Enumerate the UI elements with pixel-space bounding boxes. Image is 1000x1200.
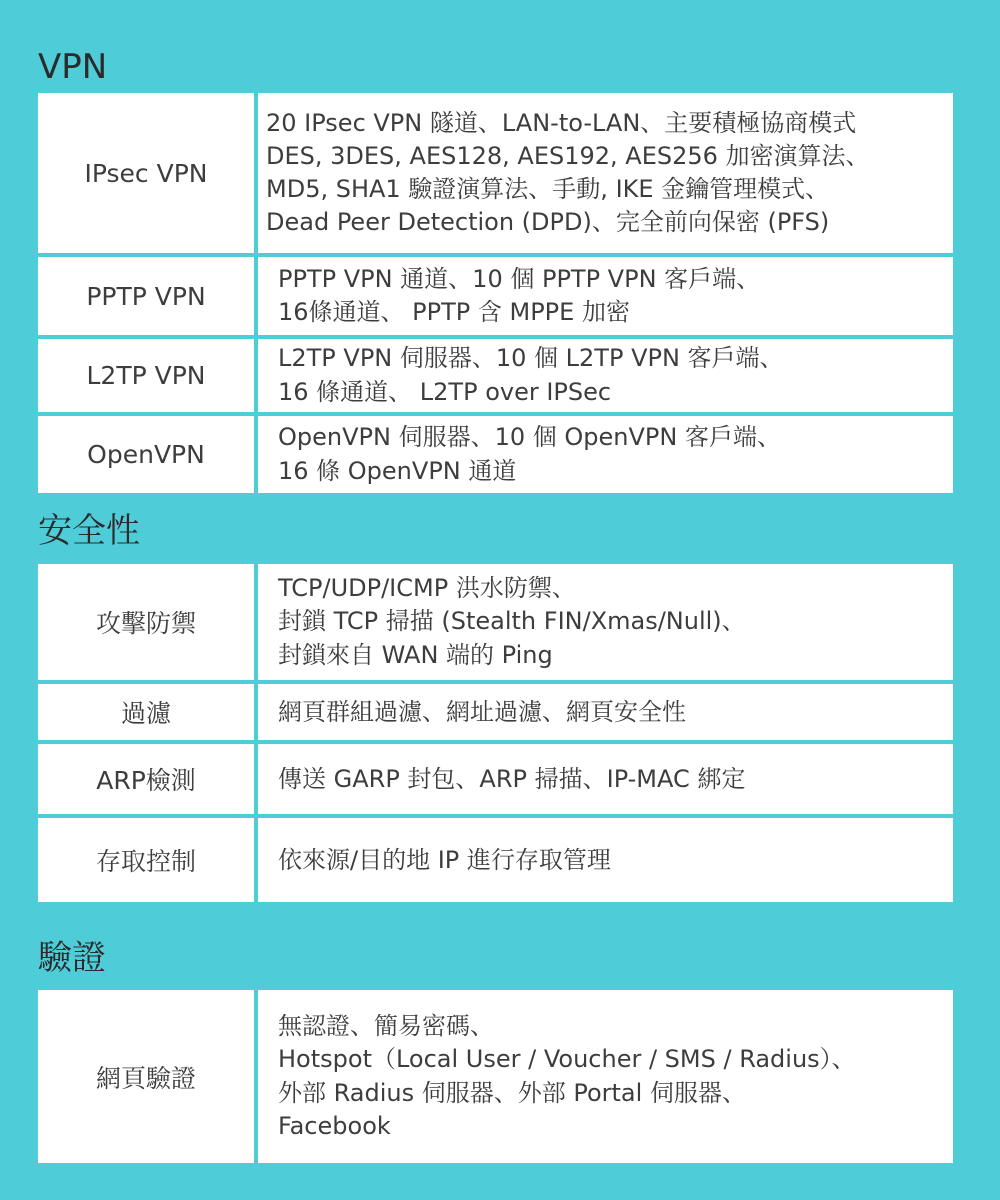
row-value bbox=[258, 744, 953, 814]
value-line: 網頁群組過濾、網址過濾、網頁安全性 bbox=[278, 698, 686, 726]
row-value bbox=[258, 416, 953, 493]
value-line: 16條通道、 PPTP 含 MPPE 加密 bbox=[278, 298, 630, 326]
value-line: 16 條通道、 L2TP over IPSec bbox=[278, 377, 612, 406]
value-line: 16 條 OpenVPN 通道 bbox=[278, 456, 517, 485]
value-line: L2TP VPN 伺服器、10 個 L2TP VPN 客戶端、 bbox=[278, 344, 784, 373]
row-label: 攻擊防禦 bbox=[38, 564, 254, 680]
value-line: DES, 3DES, AES128, AES192, AES256 加密演算法、 bbox=[266, 141, 870, 170]
spec-row-ipsec-vpn bbox=[38, 93, 953, 253]
row-value bbox=[258, 93, 953, 253]
spec-row-pptp-vpn bbox=[38, 257, 953, 335]
value-line: 依來源/目的地 IP 進行存取管理 bbox=[278, 846, 611, 874]
section-title-authentication: 驗證 bbox=[38, 938, 106, 978]
value-line: Dead Peer Detection (DPD)、完全前向保密 (PFS) bbox=[266, 208, 830, 237]
spec-row-filtering bbox=[38, 684, 953, 740]
value-line: PPTP VPN 通道、10 個 PPTP VPN 客戶端、 bbox=[278, 264, 761, 293]
spec-row-l2tp-vpn bbox=[38, 339, 953, 412]
value-line: OpenVPN 伺服器、10 個 OpenVPN 客戶端、 bbox=[278, 423, 781, 452]
value-line: MD5, SHA1 驗證演算法、手動, IKE 金鑰管理模式、 bbox=[266, 175, 830, 203]
spec-row-web-authentication bbox=[38, 990, 953, 1163]
spec-row-arp-inspection bbox=[38, 744, 953, 814]
value-line: TCP/UDP/ICMP 洪水防禦、 bbox=[278, 574, 576, 603]
value-line: 外部 Radius 伺服器、外部 Portal 伺服器、 bbox=[278, 1078, 746, 1107]
section-title-security: 安全性 bbox=[38, 511, 140, 551]
row-value bbox=[258, 339, 953, 412]
section-title-vpn: VPN bbox=[38, 47, 108, 87]
row-value bbox=[258, 684, 953, 740]
row-label: 網頁驗證 bbox=[38, 990, 254, 1163]
spec-row-access-control bbox=[38, 818, 953, 902]
row-label: OpenVPN bbox=[38, 416, 254, 493]
row-label: IPsec VPN bbox=[38, 93, 254, 253]
value-line: 無認證、簡易密碼、 bbox=[278, 1012, 494, 1041]
value-line: 傳送 GARP 封包、ARP 掃描、IP-MAC 綁定 bbox=[278, 765, 746, 793]
spec-row-attack-defense bbox=[38, 564, 953, 680]
value-line: Facebook bbox=[278, 1111, 391, 1140]
row-value bbox=[258, 257, 953, 335]
value-line: 封鎖來自 WAN 端的 Ping bbox=[278, 640, 553, 669]
row-value bbox=[258, 990, 953, 1163]
row-value bbox=[258, 564, 953, 680]
value-line: 20 IPsec VPN 隧道、LAN-to-LAN、主要積極協商模式 bbox=[266, 108, 857, 137]
row-value bbox=[258, 818, 953, 902]
row-label: L2TP VPN bbox=[38, 339, 254, 412]
row-label: 存取控制 bbox=[38, 818, 254, 902]
row-label: 過濾 bbox=[38, 684, 254, 740]
value-line: 封鎖 TCP 掃描 (Stealth FIN/Xmas/Null)、 bbox=[278, 607, 746, 636]
value-line: Hotspot（Local User / Voucher / SMS / Radius）、 bbox=[278, 1045, 856, 1074]
row-label: PPTP VPN bbox=[38, 257, 254, 335]
spec-row-openvpn bbox=[38, 416, 953, 493]
row-label: ARP檢測 bbox=[38, 744, 254, 814]
